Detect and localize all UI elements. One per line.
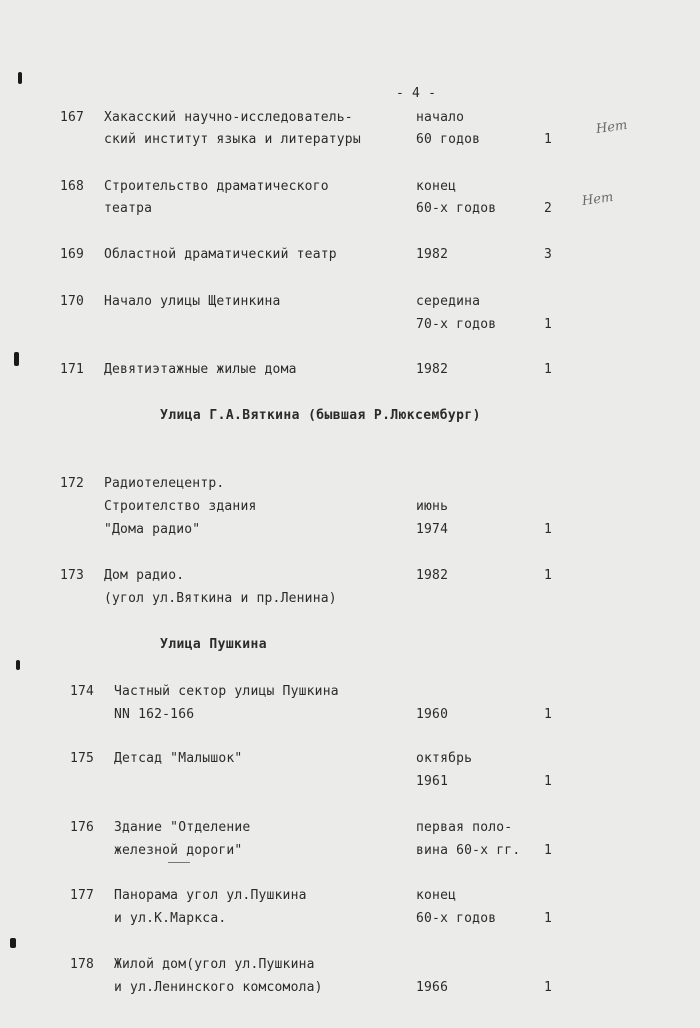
entry-date: 1982 (416, 568, 449, 583)
entry-title: Строителство здания (104, 499, 257, 514)
entry-date: 1961 (416, 774, 449, 789)
entry-date: 1982 (416, 362, 449, 377)
entry-date: 1966 (416, 980, 449, 995)
binding-mark (16, 660, 20, 670)
entry-title: Жилой дом(угол ул.Пушкина (114, 957, 315, 972)
page-number: - 4 - (396, 86, 437, 101)
entry-date: конец (416, 179, 457, 194)
entry-count: 2 (544, 201, 553, 216)
entry-count: 1 (544, 707, 553, 722)
entry-date: 60-х годов (416, 911, 497, 926)
entry-title: театра (104, 201, 153, 216)
entry-date: 60 годов (416, 132, 481, 147)
entry-date: 1982 (416, 247, 449, 262)
entry-number: 170 (60, 294, 85, 309)
entry-title: Строительство драматического (104, 179, 329, 194)
entry-number: 176 (70, 820, 95, 835)
entry-number: 171 (60, 362, 85, 377)
entry-date: 1974 (416, 522, 449, 537)
entry-number: 173 (60, 568, 85, 583)
entry-number: 175 (70, 751, 95, 766)
entry-date: 60-х годов (416, 201, 497, 216)
entry-number: 169 (60, 247, 85, 262)
entry-title: NN 162-166 (114, 707, 195, 722)
entry-count: 1 (544, 843, 553, 858)
entry-date: середина (416, 294, 481, 309)
entry-count: 1 (544, 911, 553, 926)
entry-count: 1 (544, 774, 553, 789)
entry-date: июнь (416, 499, 449, 514)
entry-title: Начало улицы Щетинкина (104, 294, 281, 309)
entry-count: 1 (544, 362, 553, 377)
entry-count: 1 (544, 522, 553, 537)
entry-date: начало (416, 110, 465, 125)
entry-title: ский институт языка и литературы (104, 132, 361, 147)
entry-date: конец (416, 888, 457, 903)
entry-title: Панорама угол ул.Пушкина (114, 888, 307, 903)
entry-date: вина 60-х гг. (416, 843, 521, 858)
entry-date: 1960 (416, 707, 449, 722)
section-heading: Улица Г.А.Вяткина (бывшая Р.Люксембург) (160, 408, 481, 423)
entry-title: Частный сектор улицы Пушкина (114, 684, 339, 699)
entry-title: Девятиэтажные жилые дома (104, 362, 297, 377)
entry-date: 70-х годов (416, 317, 497, 332)
entry-number: 178 (70, 957, 95, 972)
binding-mark (10, 938, 16, 948)
handwritten-note: Нет (581, 189, 615, 210)
entry-title: и ул.К.Маркса. (114, 911, 227, 926)
binding-mark (14, 352, 19, 366)
entry-title: Радиотелецентр. (104, 476, 225, 491)
handwritten-note: Нет (595, 117, 629, 138)
entry-number: 168 (60, 179, 85, 194)
entry-title: Детсад "Малышок" (114, 751, 243, 766)
entry-count: 1 (544, 132, 553, 147)
entry-number: 177 (70, 888, 95, 903)
entry-count: 3 (544, 247, 553, 262)
entry-title: Дом радио. (104, 568, 185, 583)
entry-title: железной дороги" (114, 843, 243, 858)
entry-count: 1 (544, 568, 553, 583)
entry-title: (угол ул.Вяткина и пр.Ленина) (104, 591, 337, 606)
section-heading: Улица Пушкина (160, 637, 267, 652)
entry-number: 172 (60, 476, 85, 491)
entry-count: 1 (544, 317, 553, 332)
entry-title: и ул.Ленинского комсомола) (114, 980, 323, 995)
entry-date: первая поло- (416, 820, 513, 835)
pen-stroke (168, 862, 190, 863)
binding-mark (18, 72, 22, 84)
entry-title: Хакасский научно-исследователь- (104, 110, 353, 125)
entry-number: 174 (70, 684, 95, 699)
entry-title: Областной драматический театр (104, 247, 337, 262)
entry-date: октябрь (416, 751, 473, 766)
entry-number: 167 (60, 110, 85, 125)
entry-title: "Дома радио" (104, 522, 201, 537)
entry-title: Здание "Отделение (114, 820, 251, 835)
entry-count: 1 (544, 980, 553, 995)
